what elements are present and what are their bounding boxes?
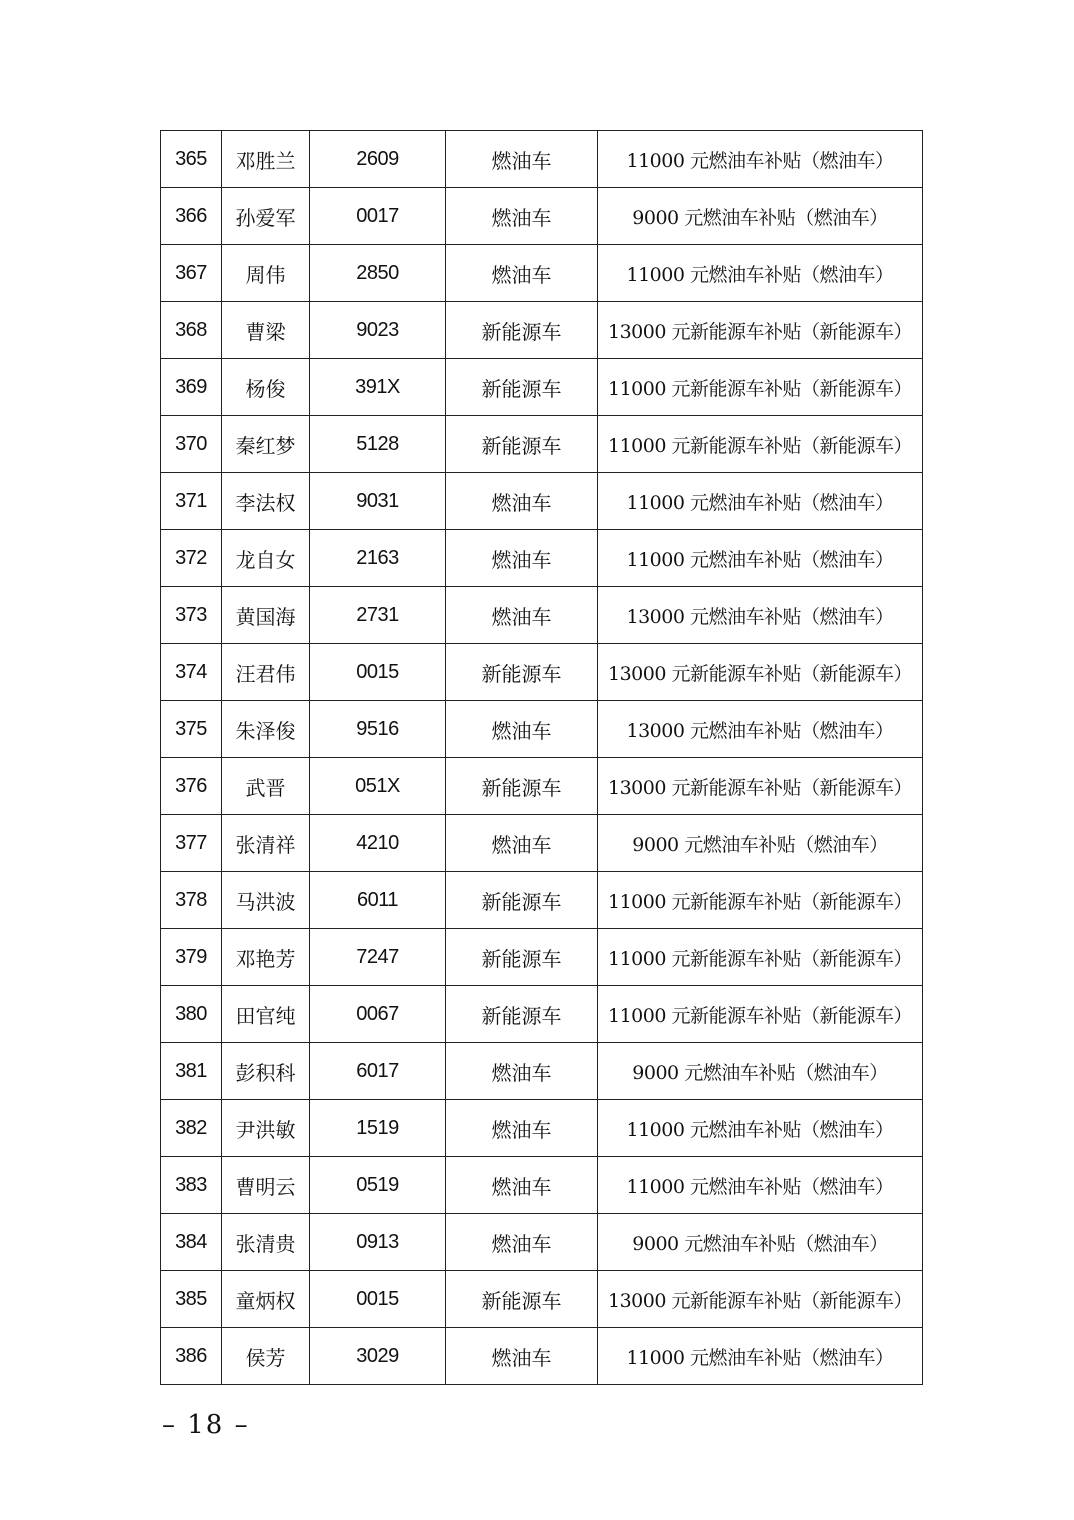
vehicle-type-cell: 燃油车 [446,245,598,302]
subsidy-cell: 11000 元新能源车补贴（新能源车） [598,416,923,473]
vehicle-type-cell: 燃油车 [446,131,598,188]
page-number: – 18 – [162,1410,250,1440]
table-row [161,758,923,815]
row-number-cell: 366 [161,188,222,245]
id-suffix-cell: 5128 [310,416,446,473]
row-number-cell: 383 [161,1157,222,1214]
id-suffix-cell: 4210 [310,815,446,872]
vehicle-type-cell: 新能源车 [446,302,598,359]
row-number-cell: 381 [161,1043,222,1100]
vehicle-type-cell: 燃油车 [446,530,598,587]
table-row [161,1214,923,1271]
table-row [161,1328,923,1385]
id-suffix-cell: 3029 [310,1328,446,1385]
id-suffix-cell: 391X [310,359,446,416]
row-number-cell: 375 [161,701,222,758]
subsidy-cell: 9000 元燃油车补贴（燃油车） [598,1043,923,1100]
subsidy-cell: 11000 元燃油车补贴（燃油车） [598,131,923,188]
subsidy-cell: 11000 元燃油车补贴（燃油车） [598,1100,923,1157]
name-cell: 张清祥 [222,815,310,872]
subsidy-cell: 9000 元燃油车补贴（燃油车） [598,188,923,245]
vehicle-type-cell: 燃油车 [446,1043,598,1100]
table-row [161,587,923,644]
subsidy-cell: 11000 元新能源车补贴（新能源车） [598,359,923,416]
table-row [161,1043,923,1100]
subsidy-cell: 9000 元燃油车补贴（燃油车） [598,815,923,872]
row-number-cell: 370 [161,416,222,473]
vehicle-type-cell: 新能源车 [446,986,598,1043]
table-row [161,131,923,188]
table-row [161,359,923,416]
vehicle-type-cell: 新能源车 [446,1271,598,1328]
row-number-cell: 374 [161,644,222,701]
vehicle-type-cell: 燃油车 [446,701,598,758]
table-row [161,302,923,359]
name-cell: 黄国海 [222,587,310,644]
id-suffix-cell: 0519 [310,1157,446,1214]
subsidy-cell: 11000 元燃油车补贴（燃油车） [598,473,923,530]
table-row [161,929,923,986]
subsidy-cell: 13000 元新能源车补贴（新能源车） [598,644,923,701]
id-suffix-cell: 9516 [310,701,446,758]
id-suffix-cell: 1519 [310,1100,446,1157]
subsidy-cell: 9000 元燃油车补贴（燃油车） [598,1214,923,1271]
name-cell: 田官纯 [222,986,310,1043]
row-number-cell: 382 [161,1100,222,1157]
vehicle-type-cell: 新能源车 [446,416,598,473]
name-cell: 龙自女 [222,530,310,587]
id-suffix-cell: 0015 [310,1271,446,1328]
table-row [161,644,923,701]
name-cell: 曹明云 [222,1157,310,1214]
vehicle-type-cell: 燃油车 [446,188,598,245]
table-body [161,131,923,1385]
table-row [161,872,923,929]
row-number-cell: 385 [161,1271,222,1328]
vehicle-type-cell: 新能源车 [446,359,598,416]
vehicle-type-cell: 新能源车 [446,929,598,986]
name-cell: 武晋 [222,758,310,815]
vehicle-type-cell: 燃油车 [446,815,598,872]
name-cell: 彭积科 [222,1043,310,1100]
name-cell: 汪君伟 [222,644,310,701]
row-number-cell: 369 [161,359,222,416]
table-row [161,188,923,245]
subsidy-cell: 13000 元新能源车补贴（新能源车） [598,1271,923,1328]
table-row [161,986,923,1043]
subsidy-cell: 11000 元燃油车补贴（燃油车） [598,530,923,587]
subsidy-cell: 13000 元新能源车补贴（新能源车） [598,302,923,359]
name-cell: 邓胜兰 [222,131,310,188]
name-cell: 孙爱军 [222,188,310,245]
table-row [161,245,923,302]
row-number-cell: 379 [161,929,222,986]
name-cell: 杨俊 [222,359,310,416]
table-row [161,701,923,758]
id-suffix-cell: 9023 [310,302,446,359]
table-row [161,473,923,530]
table-row [161,416,923,473]
subsidy-cell: 13000 元新能源车补贴（新能源车） [598,758,923,815]
vehicle-type-cell: 新能源车 [446,872,598,929]
row-number-cell: 371 [161,473,222,530]
subsidy-cell: 11000 元新能源车补贴（新能源车） [598,929,923,986]
name-cell: 周伟 [222,245,310,302]
vehicle-type-cell: 燃油车 [446,1328,598,1385]
id-suffix-cell: 2731 [310,587,446,644]
name-cell: 邓艳芳 [222,929,310,986]
name-cell: 李法权 [222,473,310,530]
id-suffix-cell: 7247 [310,929,446,986]
row-number-cell: 365 [161,131,222,188]
table-row [161,1100,923,1157]
name-cell: 曹梁 [222,302,310,359]
subsidy-cell: 11000 元燃油车补贴（燃油车） [598,1157,923,1214]
table-row [161,1271,923,1328]
id-suffix-cell: 051X [310,758,446,815]
id-suffix-cell: 0017 [310,188,446,245]
name-cell: 张清贵 [222,1214,310,1271]
vehicle-type-cell: 燃油车 [446,1214,598,1271]
row-number-cell: 380 [161,986,222,1043]
row-number-cell: 384 [161,1214,222,1271]
subsidy-cell: 11000 元新能源车补贴（新能源车） [598,986,923,1043]
id-suffix-cell: 2163 [310,530,446,587]
row-number-cell: 377 [161,815,222,872]
subsidy-cell: 11000 元燃油车补贴（燃油车） [598,1328,923,1385]
row-number-cell: 368 [161,302,222,359]
subsidy-cell: 11000 元燃油车补贴（燃油车） [598,245,923,302]
id-suffix-cell: 0913 [310,1214,446,1271]
vehicle-type-cell: 燃油车 [446,587,598,644]
name-cell: 朱泽俊 [222,701,310,758]
vehicle-type-cell: 新能源车 [446,758,598,815]
subsidy-cell: 13000 元燃油车补贴（燃油车） [598,587,923,644]
table-row [161,530,923,587]
vehicle-type-cell: 燃油车 [446,1100,598,1157]
row-number-cell: 386 [161,1328,222,1385]
name-cell: 秦红梦 [222,416,310,473]
subsidy-table [160,130,923,1385]
vehicle-type-cell: 新能源车 [446,644,598,701]
row-number-cell: 378 [161,872,222,929]
name-cell: 侯芳 [222,1328,310,1385]
vehicle-type-cell: 燃油车 [446,473,598,530]
table-row [161,1157,923,1214]
id-suffix-cell: 6011 [310,872,446,929]
id-suffix-cell: 6017 [310,1043,446,1100]
row-number-cell: 372 [161,530,222,587]
id-suffix-cell: 9031 [310,473,446,530]
vehicle-type-cell: 燃油车 [446,1157,598,1214]
subsidy-cell: 11000 元新能源车补贴（新能源车） [598,872,923,929]
id-suffix-cell: 2609 [310,131,446,188]
id-suffix-cell: 2850 [310,245,446,302]
row-number-cell: 373 [161,587,222,644]
name-cell: 马洪波 [222,872,310,929]
id-suffix-cell: 0015 [310,644,446,701]
table-row [161,815,923,872]
subsidy-cell: 13000 元燃油车补贴（燃油车） [598,701,923,758]
id-suffix-cell: 0067 [310,986,446,1043]
name-cell: 尹洪敏 [222,1100,310,1157]
row-number-cell: 367 [161,245,222,302]
row-number-cell: 376 [161,758,222,815]
name-cell: 童炳权 [222,1271,310,1328]
